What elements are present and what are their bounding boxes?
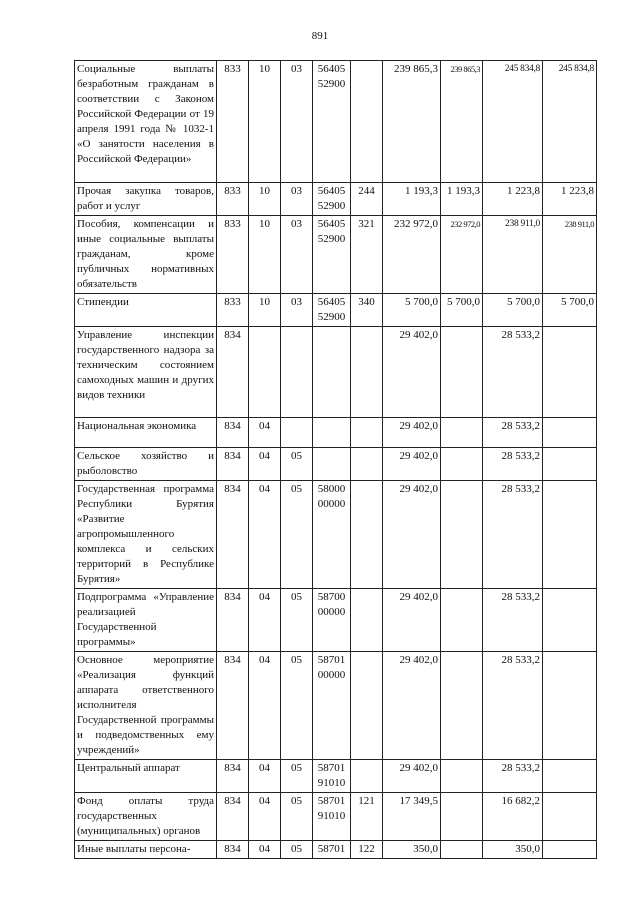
target-code: 58701 bbox=[313, 841, 351, 859]
value-3: 28 533,2 bbox=[483, 652, 543, 760]
table-row bbox=[75, 841, 597, 859]
value-2: 239 865,3 bbox=[441, 61, 483, 183]
ministry-code: 833 bbox=[217, 294, 249, 327]
value-4 bbox=[543, 841, 597, 859]
value-2: 5 700,0 bbox=[441, 294, 483, 327]
value-1: 239 865,3 bbox=[383, 61, 441, 183]
budget-table bbox=[74, 60, 597, 859]
table-row bbox=[75, 327, 597, 418]
ministry-code: 833 bbox=[217, 183, 249, 216]
section-code: 04 bbox=[249, 418, 281, 448]
target-code: 56405 52900 bbox=[313, 294, 351, 327]
value-2 bbox=[441, 448, 483, 481]
section-code: 10 bbox=[249, 183, 281, 216]
ministry-code: 833 bbox=[217, 216, 249, 294]
row-name: Сельское хозяйство и рыболовство bbox=[75, 448, 217, 481]
expense-type-code: 122 bbox=[351, 841, 383, 859]
value-1: 5 700,0 bbox=[383, 294, 441, 327]
section-code: 10 bbox=[249, 294, 281, 327]
row-name: Фонд оплаты труда государственных (муниципальных) органов bbox=[75, 793, 217, 841]
ministry-code: 833 bbox=[217, 61, 249, 183]
value-3: 1 223,8 bbox=[483, 183, 543, 216]
value-4 bbox=[543, 448, 597, 481]
target-code: 58701 91010 bbox=[313, 793, 351, 841]
ministry-code: 834 bbox=[217, 481, 249, 589]
subsection-code: 03 bbox=[281, 216, 313, 294]
section-code: 04 bbox=[249, 841, 281, 859]
row-name: Социальные выплаты безработным гражданам в соответствии с Законом Российской Федерации от 19 апреля 1991 года № 1032-1 «О занятости населения в Российской Федерации» bbox=[75, 61, 217, 183]
value-1: 1 193,3 bbox=[383, 183, 441, 216]
expense-type-code bbox=[351, 760, 383, 793]
expense-type-code bbox=[351, 589, 383, 652]
section-code: 10 bbox=[249, 216, 281, 294]
section-code: 04 bbox=[249, 793, 281, 841]
value-2 bbox=[441, 481, 483, 589]
value-3: 5 700,0 bbox=[483, 294, 543, 327]
ministry-code: 834 bbox=[217, 760, 249, 793]
value-1: 29 402,0 bbox=[383, 589, 441, 652]
value-4: 1 223,8 bbox=[543, 183, 597, 216]
value-4: 5 700,0 bbox=[543, 294, 597, 327]
section-code: 04 bbox=[249, 448, 281, 481]
value-2 bbox=[441, 589, 483, 652]
expense-type-code bbox=[351, 481, 383, 589]
value-2 bbox=[441, 418, 483, 448]
table-row bbox=[75, 294, 597, 327]
value-1: 29 402,0 bbox=[383, 760, 441, 793]
value-1: 17 349,5 bbox=[383, 793, 441, 841]
value-4 bbox=[543, 327, 597, 418]
value-4: 238 911,0 bbox=[543, 216, 597, 294]
value-3: 245 834,8 bbox=[483, 61, 543, 183]
expense-type-code: 121 bbox=[351, 793, 383, 841]
subsection-code: 05 bbox=[281, 652, 313, 760]
row-name: Основное мероприятие «Реализация функций аппарата ответственного исполнителя Государственной программы и подведомственных ему учреждений» bbox=[75, 652, 217, 760]
subsection-code: 03 bbox=[281, 183, 313, 216]
expense-type-code bbox=[351, 652, 383, 760]
expense-type-code: 340 bbox=[351, 294, 383, 327]
page-number: 891 bbox=[311, 30, 329, 42]
ministry-code: 834 bbox=[217, 652, 249, 760]
ministry-code: 834 bbox=[217, 418, 249, 448]
value-2 bbox=[441, 793, 483, 841]
value-1: 232 972,0 bbox=[383, 216, 441, 294]
expense-type-code bbox=[351, 448, 383, 481]
section-code: 04 bbox=[249, 589, 281, 652]
subsection-code: 03 bbox=[281, 61, 313, 183]
subsection-code: 05 bbox=[281, 481, 313, 589]
subsection-code: 05 bbox=[281, 793, 313, 841]
value-3: 350,0 bbox=[483, 841, 543, 859]
target-code: 58700 00000 bbox=[313, 589, 351, 652]
value-3: 28 533,2 bbox=[483, 327, 543, 418]
expense-type-code bbox=[351, 61, 383, 183]
value-3: 28 533,2 bbox=[483, 760, 543, 793]
subsection-code: 05 bbox=[281, 589, 313, 652]
table-row bbox=[75, 652, 597, 760]
section-code bbox=[249, 327, 281, 418]
row-name: Стипендии bbox=[75, 294, 217, 327]
value-4: 245 834,8 bbox=[543, 61, 597, 183]
value-3: 28 533,2 bbox=[483, 418, 543, 448]
subsection-code: 05 bbox=[281, 448, 313, 481]
row-name: Национальная экономика bbox=[75, 418, 217, 448]
target-code: 56405 52900 bbox=[313, 216, 351, 294]
value-1: 29 402,0 bbox=[383, 327, 441, 418]
subsection-code: 05 bbox=[281, 760, 313, 793]
table-row bbox=[75, 481, 597, 589]
value-1: 29 402,0 bbox=[383, 481, 441, 589]
row-name: Государственная программа Республики Бурятия «Развитие агропромышленного комплекса и сельских территорий в Республике Бурятия» bbox=[75, 481, 217, 589]
value-2 bbox=[441, 652, 483, 760]
subsection-code: 05 bbox=[281, 841, 313, 859]
value-1: 29 402,0 bbox=[383, 448, 441, 481]
value-4 bbox=[543, 481, 597, 589]
section-code: 04 bbox=[249, 481, 281, 589]
value-1: 350,0 bbox=[383, 841, 441, 859]
value-1: 29 402,0 bbox=[383, 652, 441, 760]
subsection-code bbox=[281, 327, 313, 418]
target-code bbox=[313, 448, 351, 481]
ministry-code: 834 bbox=[217, 327, 249, 418]
section-code: 04 bbox=[249, 760, 281, 793]
value-2 bbox=[441, 327, 483, 418]
row-name: Иные выплаты персона- bbox=[75, 841, 217, 859]
ministry-code: 834 bbox=[217, 589, 249, 652]
section-code: 10 bbox=[249, 61, 281, 183]
table-row bbox=[75, 216, 597, 294]
row-name: Прочая закупка товаров, работ и услуг bbox=[75, 183, 217, 216]
subsection-code bbox=[281, 418, 313, 448]
expense-type-code: 244 bbox=[351, 183, 383, 216]
table-row bbox=[75, 760, 597, 793]
value-4 bbox=[543, 589, 597, 652]
target-code: 58701 91010 bbox=[313, 760, 351, 793]
value-3: 28 533,2 bbox=[483, 589, 543, 652]
value-3: 28 533,2 bbox=[483, 481, 543, 589]
section-code: 04 bbox=[249, 652, 281, 760]
row-name: Центральный аппарат bbox=[75, 760, 217, 793]
table-row bbox=[75, 418, 597, 448]
target-code: 56405 52900 bbox=[313, 183, 351, 216]
row-name: Подпрограмма «Управление реализацией Государственной программы» bbox=[75, 589, 217, 652]
target-code bbox=[313, 327, 351, 418]
target-code: 58000 00000 bbox=[313, 481, 351, 589]
table-row bbox=[75, 589, 597, 652]
ministry-code: 834 bbox=[217, 793, 249, 841]
value-3: 28 533,2 bbox=[483, 448, 543, 481]
target-code: 56405 52900 bbox=[313, 61, 351, 183]
expense-type-code bbox=[351, 418, 383, 448]
table-row bbox=[75, 61, 597, 183]
table-row bbox=[75, 448, 597, 481]
value-4 bbox=[543, 418, 597, 448]
target-code: 58701 00000 bbox=[313, 652, 351, 760]
value-3: 238 911,0 bbox=[483, 216, 543, 294]
value-4 bbox=[543, 760, 597, 793]
value-4 bbox=[543, 652, 597, 760]
target-code bbox=[313, 418, 351, 448]
table-row bbox=[75, 793, 597, 841]
value-3: 16 682,2 bbox=[483, 793, 543, 841]
ministry-code: 834 bbox=[217, 448, 249, 481]
value-2 bbox=[441, 841, 483, 859]
row-name: Управление инспекции государственного надзора за техническим состоянием самоходных машин и других видов техники bbox=[75, 327, 217, 418]
row-name: Пособия, компенсации и иные социальные выплаты гражданам, кроме публичных нормативных обязательств bbox=[75, 216, 217, 294]
value-4 bbox=[543, 793, 597, 841]
value-2: 1 193,3 bbox=[441, 183, 483, 216]
value-1: 29 402,0 bbox=[383, 418, 441, 448]
expense-type-code bbox=[351, 327, 383, 418]
table-row bbox=[75, 183, 597, 216]
value-2 bbox=[441, 760, 483, 793]
expense-type-code: 321 bbox=[351, 216, 383, 294]
ministry-code: 834 bbox=[217, 841, 249, 859]
value-2: 232 972,0 bbox=[441, 216, 483, 294]
subsection-code: 03 bbox=[281, 294, 313, 327]
